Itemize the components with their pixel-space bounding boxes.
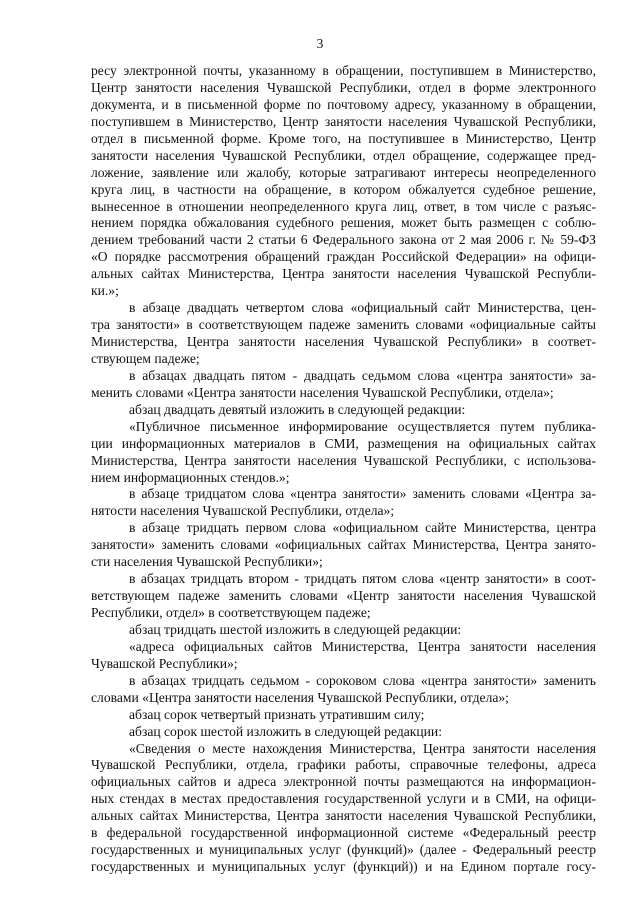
text-line: государственных и муниципальных услуг (функций)) и на Едином портале госу- <box>91 859 596 875</box>
text-line: ки.»; <box>91 283 119 299</box>
text-line: отдел в письменной форме. Кроме того, на поступившее в Министерство, Центр <box>91 130 596 146</box>
text-line: в абзаце двадцать четвертом слова «официальный сайт Министерства, цен- <box>129 300 596 316</box>
text-line: Чувашской Республики, отдела, графики работы, справочные телефоны, адреса <box>91 757 596 773</box>
text-line: в абзацах тридцать втором - тридцать пятом слова «центр занятости» в соот- <box>129 571 596 587</box>
text-line: альных сайтах Министерства, Центра занятости населения Чувашской Республики, <box>91 808 596 824</box>
text-line: нием информационных стендов.»; <box>91 469 290 485</box>
text-line: вынесенное в отношении неопределенного круга лиц, ответ, в том числе с разъяс- <box>91 198 596 214</box>
text-line: ствующем падеже; <box>91 350 200 366</box>
text-line: Чувашской Республики»; <box>91 655 238 671</box>
text-line: документа, и в письменной форме по почтовому адресу, указанному в обращении, <box>91 96 596 112</box>
text-line: Центр занятости населения Чувашской Республики, отдел в форме электронного <box>91 79 596 95</box>
text-line: тра занятости» в соответствующем падеже заменить словами «официальные сайты <box>91 317 596 333</box>
text-line: в абзаце тридцать первом слова «официальном сайте Министерства, центра <box>129 520 596 536</box>
text-line: Министерства, Центра занятости населения Чувашской Республики» в соответ- <box>91 334 596 349</box>
text-line: в федеральной государственной информационной системе «Федеральный реестр <box>91 825 596 841</box>
text-line: в абзаце тридцатом слова «центра занятости» заменить словами «Центра за- <box>129 486 596 502</box>
text-line: «адреса официальных сайтов Министерства, Центра занятости населения <box>129 638 596 654</box>
text-line: ции информационных материалов в СМИ, размещения на официальных сайтах <box>91 435 596 451</box>
text-line: менить словами «Центра занятости населения Чувашской Республики, отдела»; <box>91 384 554 400</box>
text-line: альных сайтах Министерства, Центра занятости населения Чувашской Республи- <box>91 266 596 282</box>
text-line: «О порядке рассмотрения обращений граждан Российской Федерации» на офици- <box>91 249 596 265</box>
text-line: абзац двадцать девятый изложить в следующей редакции: <box>129 401 466 417</box>
text-line: круга лиц, в частности на обращение, в котором обжалуется судебное решение, <box>91 181 596 197</box>
text-line: занятости населения Чувашской Республики, отдел обращение, содержащее пред- <box>91 147 596 163</box>
text-line: абзац тридцать шестой изложить в следующей редакции: <box>129 621 462 637</box>
text-line: занятости» заменить словами «официальных сайтах Министерства, Центра занято- <box>91 537 596 553</box>
text-line: нением порядка обжалования судебного решения, может быть размещен с соблю- <box>91 215 596 231</box>
text-line: ных стендах в местах предоставления государственной услуги и в СМИ, на офици- <box>91 791 596 807</box>
text-line: поступившем в Министерство, Центр занятости населения Чувашской Республики, <box>91 113 596 129</box>
text-line: «Публичное письменное информирование осуществляется путем публика- <box>129 418 596 434</box>
text-line: дением требований части 2 статьи 6 Федерального закона от 2 мая 2006 г. № 59-ФЗ <box>91 232 596 248</box>
text-line: абзац сорок шестой изложить в следующей редакции: <box>129 723 442 739</box>
text-line: ресу электронной почты, указанному в обращении, поступившем в Министерство, <box>91 63 596 78</box>
text-line: государственных и муниципальных услуг (функций)» (далее - Федеральный реестр <box>91 842 596 858</box>
text-line: Республики, отдел» в соответствующем падеже; <box>91 605 371 620</box>
text-line: в абзацах двадцать пятом - двадцать седьмом слова «центра занятости» за- <box>129 367 596 383</box>
text-line: нятости населения Чувашской Республики, отдела»; <box>91 503 395 519</box>
text-line: сти населения Чувашской Республики»; <box>91 554 323 570</box>
text-line: абзац сорок четвертый признать утратившим силу; <box>129 706 425 722</box>
text-line: ветствующем падеже заменить словами «Центр занятости населения Чувашской <box>91 588 596 604</box>
text-line: словами «Центра занятости населения Чувашской Республики, отдела»; <box>91 689 509 705</box>
page-number: 3 <box>316 36 324 51</box>
text-line: Министерства, Центра занятости населения Чувашской Республики, с использова- <box>91 452 596 468</box>
text-line: «Сведения о месте нахождения Министерства, Центра занятости населения <box>129 740 596 756</box>
text-line: официальных сайтов и адреса электронной почты размещаются на информацион- <box>91 774 596 790</box>
body-text <box>91 63 596 876</box>
text-line: ложение, заявление или жалобу, которые затрагивают интересы неопределенного <box>91 164 596 180</box>
text-line: в абзацах тридцать седьмом - сороковом слова «центра занятости» заменить <box>129 672 596 688</box>
